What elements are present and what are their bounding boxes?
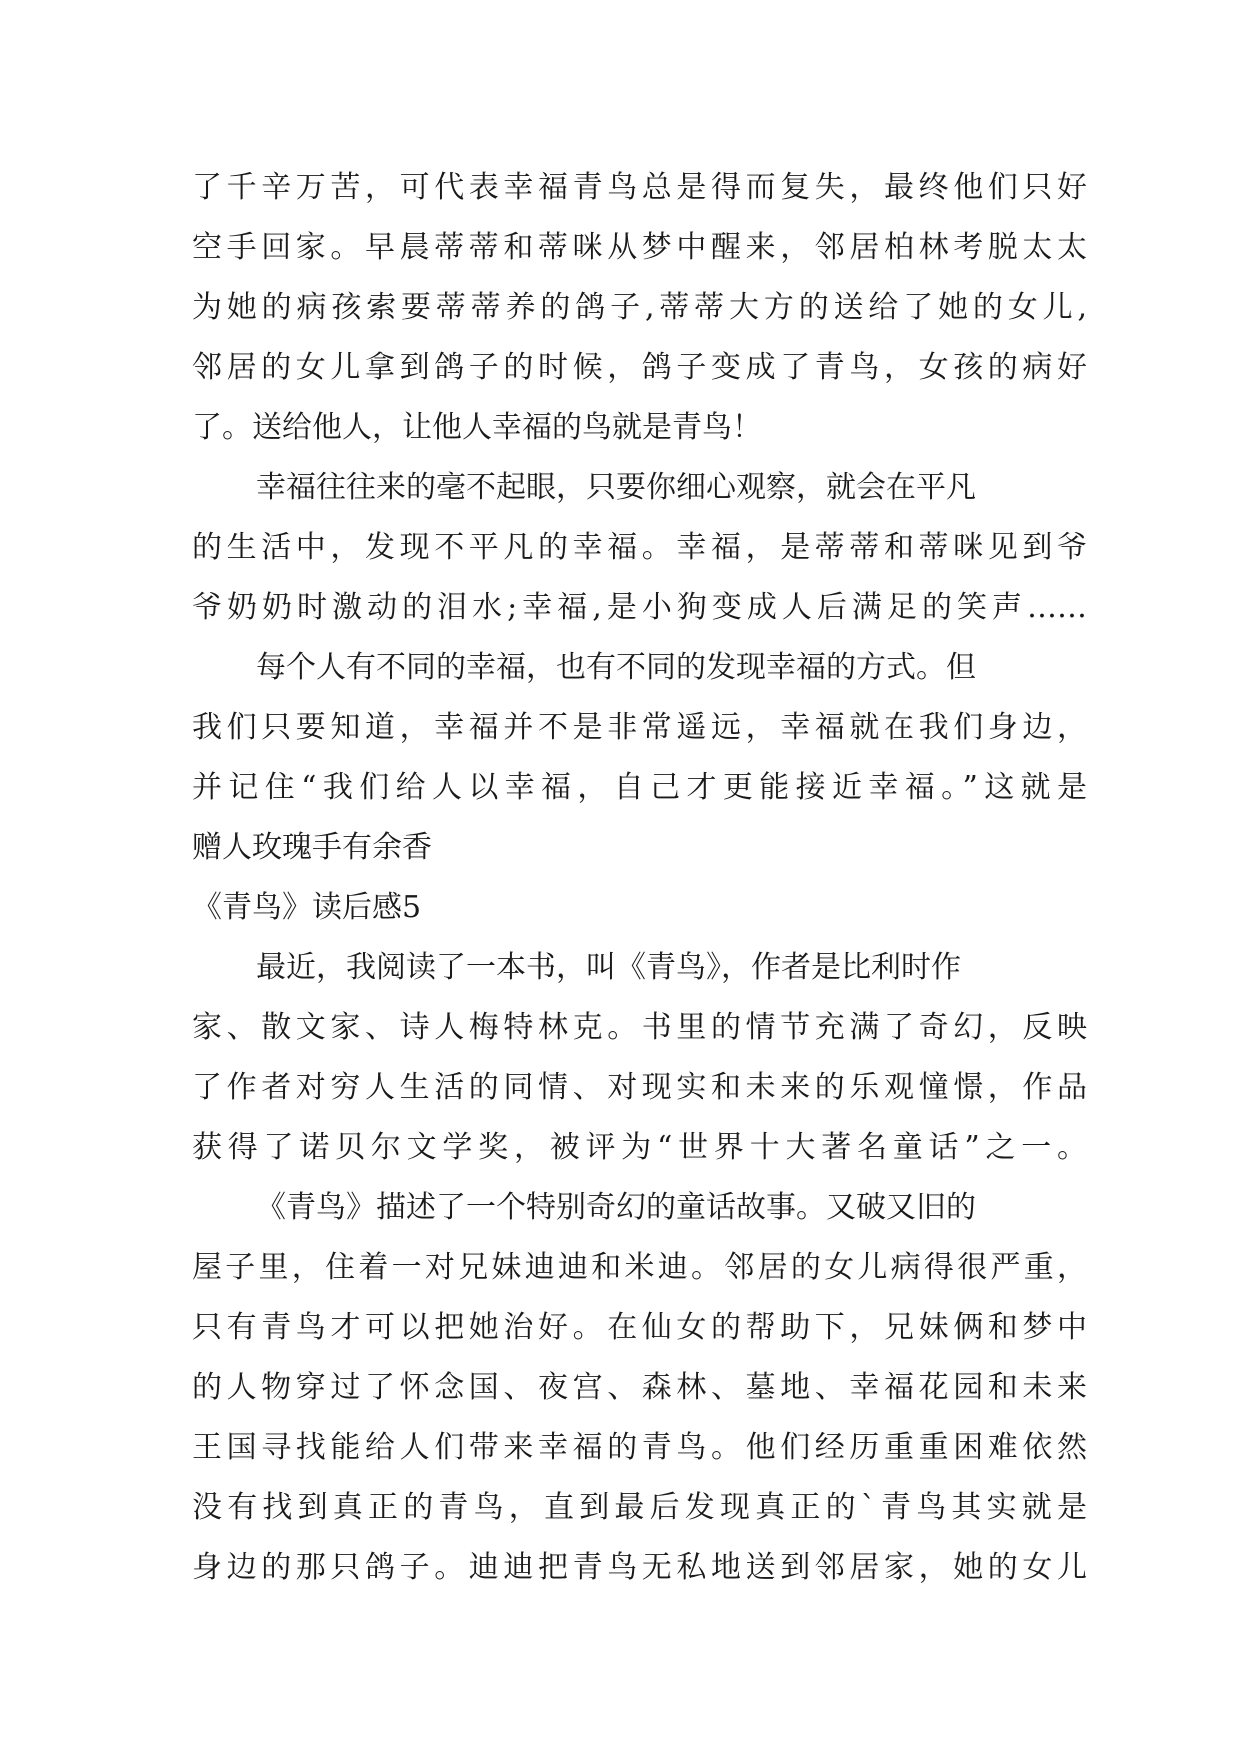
document-body xyxy=(192,158,1087,1598)
text-line: 身边的那只鸽子。迪迪把青鸟无私地送到邻居家，她的女儿 xyxy=(192,1550,1087,1585)
paragraph-first-line: 每个人有不同的幸福，也有不同的发现幸福的方式。但 xyxy=(256,650,976,685)
text-line: 并记住“我们给人以幸福，自己才更能接近幸福。”这就是 xyxy=(192,770,1087,805)
text-line: 赠人玫瑰手有余香 xyxy=(192,830,432,865)
text-line: 了作者对穷人生活的同情、对现实和未来的乐观憧憬，作品 xyxy=(192,1070,1087,1105)
text-line: 空手回家。早晨蒂蒂和蒂咪从梦中醒来，邻居柏林考脱太太 xyxy=(192,230,1087,265)
text-line: 的生活中，发现不平凡的幸福。幸福，是蒂蒂和蒂咪见到爷 xyxy=(192,530,1087,565)
text-line: 家、散文家、诗人梅特林克。书里的情节充满了奇幻，反映 xyxy=(192,1010,1087,1045)
text-line: 屋子里，住着一对兄妹迪迪和米迪。邻居的女儿病得很严重， xyxy=(192,1250,1087,1285)
text-line: 我们只要知道，幸福并不是非常遥远，幸福就在我们身边， xyxy=(192,710,1087,745)
text-line: 了。送给他人，让他人幸福的鸟就是青鸟！ xyxy=(192,410,762,445)
paragraph-first-line: 幸福往往来的毫不起眼，只要你细心观察，就会在平凡 xyxy=(256,470,976,505)
paragraph-first-line: 《青鸟》描述了一个特别奇幻的童话故事。又破又旧的 xyxy=(256,1190,976,1225)
text-line: 王国寻找能给人们带来幸福的青鸟。他们经历重重困难依然 xyxy=(192,1430,1087,1465)
paragraph-first-line: 最近，我阅读了一本书，叫《青鸟》，作者是比利时作 xyxy=(256,950,961,985)
text-line: 为她的病孩索要蒂蒂养的鸽子,蒂蒂大方的送给了她的女儿, xyxy=(192,290,1087,325)
text-line: 没有找到真正的青鸟，直到最后发现真正的`青鸟其实就是 xyxy=(192,1490,1087,1525)
text-line: 了千辛万苦，可代表幸福青鸟总是得而复失，最终他们只好 xyxy=(192,170,1087,205)
text-line: 爷奶奶时激动的泪水;幸福,是小狗变成人后满足的笑声…… xyxy=(192,590,1087,625)
text-line: 获得了诺贝尔文学奖，被评为“世界十大著名童话”之一。 xyxy=(192,1130,1087,1165)
section-heading: 《青鸟》读后感5 xyxy=(192,890,422,925)
text-line: 邻居的女儿拿到鸽子的时候，鸽子变成了青鸟，女孩的病好 xyxy=(192,350,1087,385)
text-line: 的人物穿过了怀念国、夜宫、森林、墓地、幸福花园和未来 xyxy=(192,1370,1087,1405)
text-line: 只有青鸟才可以把她治好。在仙女的帮助下，兄妹俩和梦中 xyxy=(192,1310,1087,1345)
